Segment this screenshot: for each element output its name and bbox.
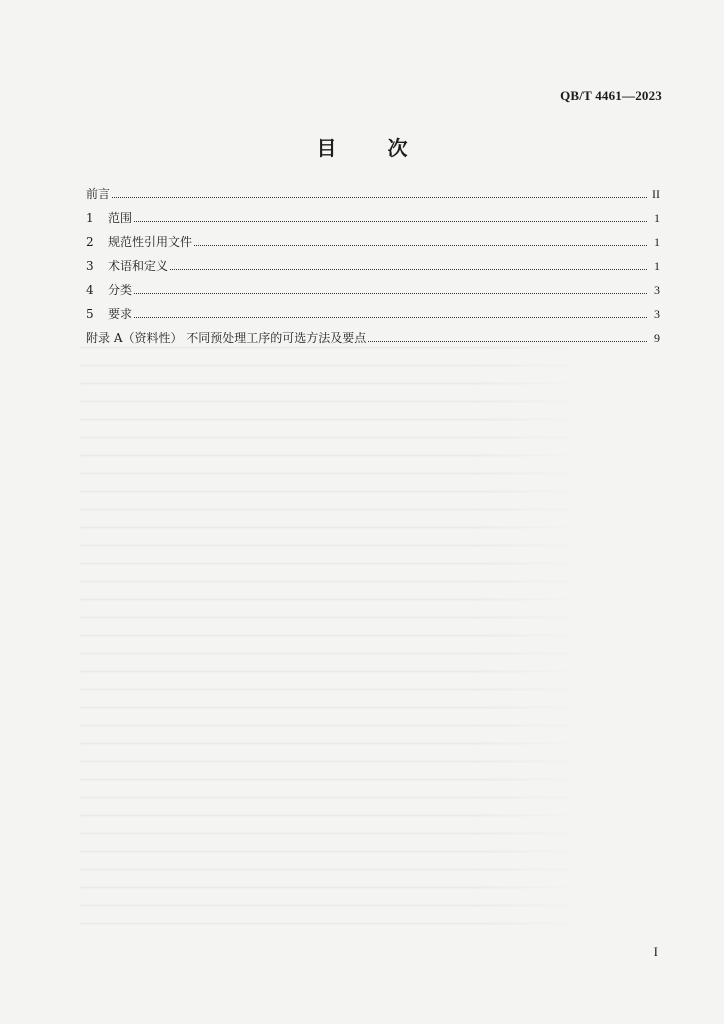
toc-entry-terms-definitions[interactable] — [86, 249, 660, 273]
toc-entry-annex-a[interactable] — [86, 321, 660, 345]
toc-label: 要求 — [108, 307, 133, 321]
toc-leader-dots — [368, 341, 647, 342]
toc-leader-dots — [170, 269, 647, 270]
toc-leader-dots — [134, 221, 647, 222]
toc-number: 5 — [86, 307, 94, 321]
toc-entry-requirements[interactable] — [86, 297, 660, 321]
toc-number: 3 — [86, 259, 94, 273]
toc-label: 前言 — [86, 187, 111, 201]
title-char-1: 目 — [316, 136, 337, 160]
page-number: I — [653, 944, 658, 959]
toc-number: 2 — [86, 235, 94, 249]
toc-page: 1 — [654, 235, 660, 249]
toc-label: 分类 — [108, 283, 133, 297]
toc-label: 范围 — [108, 211, 133, 225]
toc-page: 1 — [654, 259, 660, 273]
toc-entry-normative-references[interactable] — [86, 225, 660, 249]
toc-entry-classification[interactable] — [86, 273, 660, 297]
toc-page: 1 — [654, 211, 660, 225]
toc-number: 1 — [86, 211, 94, 225]
toc-entry-foreword[interactable] — [86, 177, 660, 201]
toc-leader-dots — [112, 197, 647, 198]
bleed-through-texture — [80, 330, 640, 930]
table-of-contents — [86, 177, 660, 345]
toc-entry-scope[interactable] — [86, 201, 660, 225]
toc-leader-dots — [134, 317, 647, 318]
toc-label: 附录 A（资料性） 不同预处理工序的可选方法及要点 — [86, 331, 367, 345]
toc-page: 3 — [654, 283, 660, 297]
toc-leader-dots — [134, 293, 647, 294]
toc-page: II — [652, 187, 660, 201]
page-title — [0, 132, 724, 161]
toc-page: 9 — [654, 331, 660, 345]
standard-code: QB/T 4461—2023 — [560, 88, 662, 103]
title-char-2: 次 — [387, 136, 408, 160]
toc-number: 4 — [86, 283, 94, 297]
toc-leader-dots — [194, 245, 647, 246]
toc-label: 规范性引用文件 — [108, 235, 193, 249]
toc-label: 术语和定义 — [108, 259, 169, 273]
toc-page: 3 — [654, 307, 660, 321]
